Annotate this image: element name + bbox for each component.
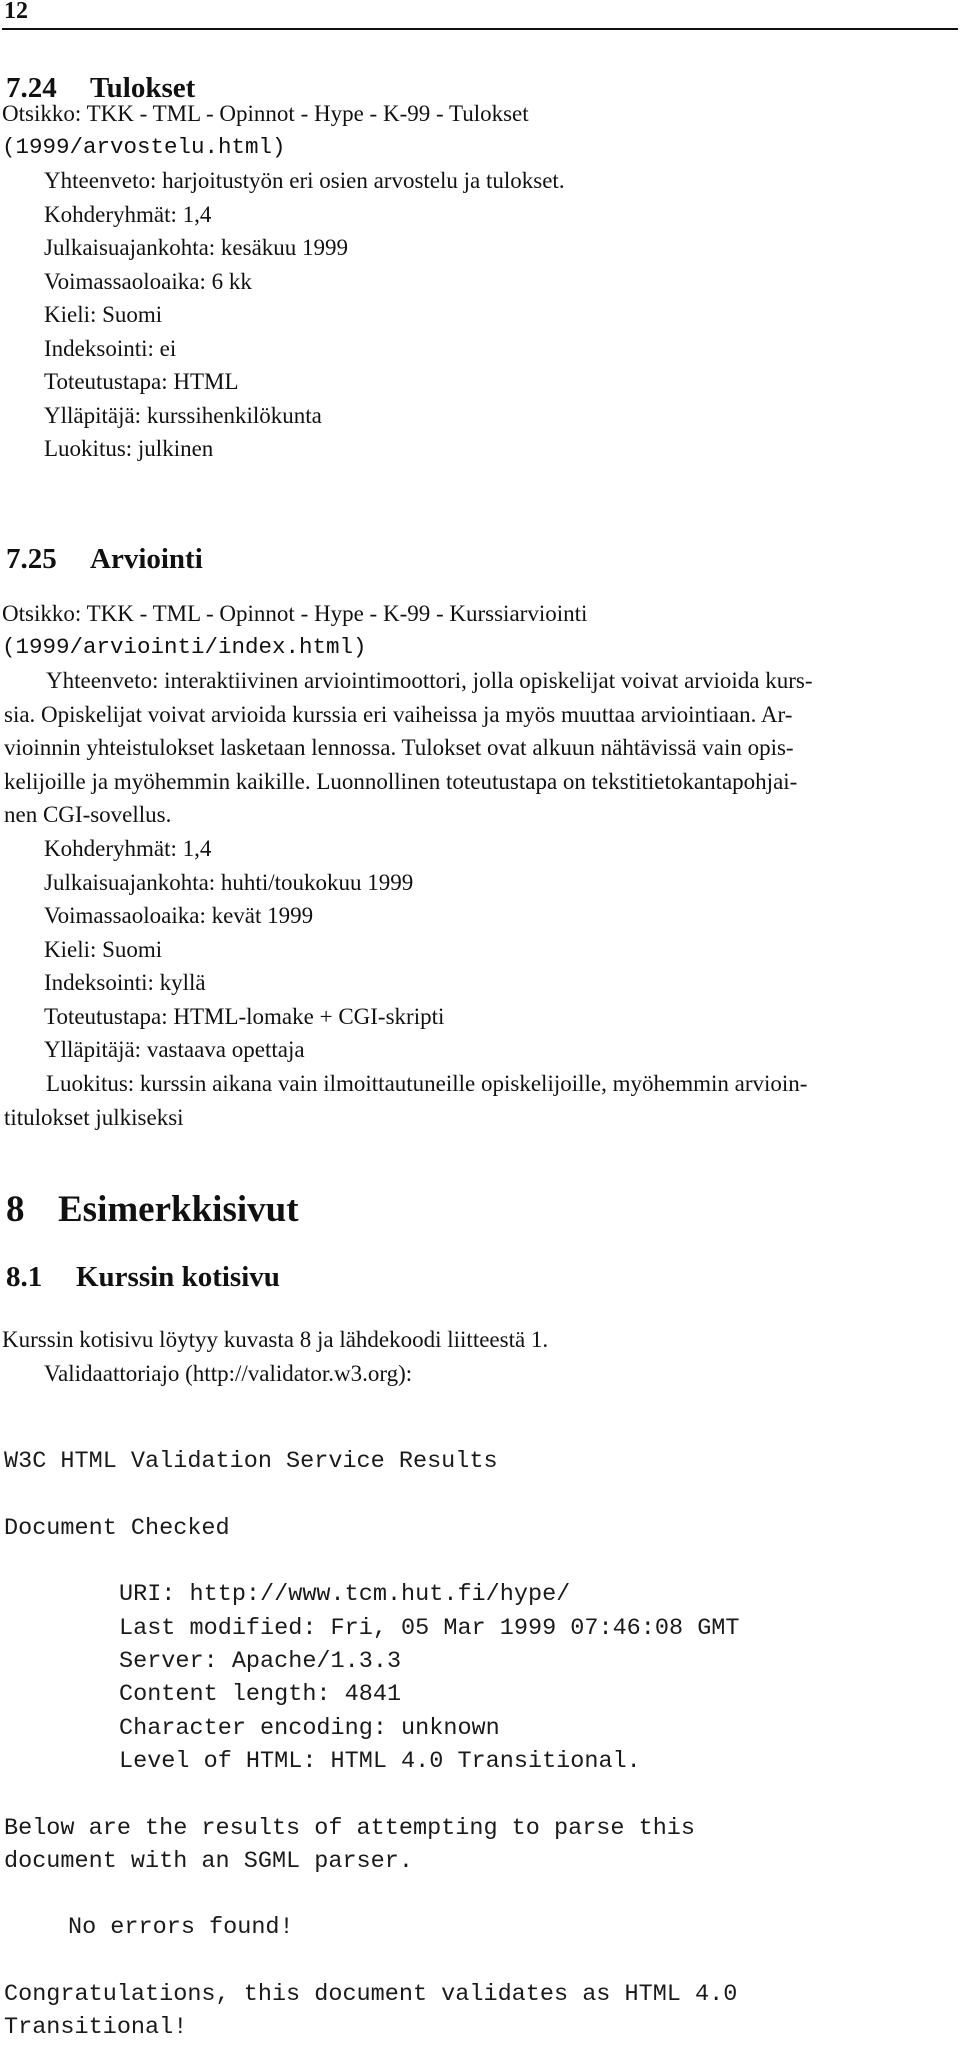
validator-detail: URI: http://www.tcm.hut.fi/hype/ (119, 1581, 571, 1609)
metadata-line: Kieli: Suomi (44, 302, 163, 327)
section-number: 8.1 (6, 1261, 43, 1293)
chapter-title: Esimerkkisivut (58, 1189, 299, 1230)
section-7-25-fields (2, 832, 960, 1067)
validator-detail: Level of HTML: HTML 4.0 Transitional. (119, 1747, 641, 1775)
body-line: Kurssin kotisivu löytyy kuvasta 8 ja lähdekoodi liitteestä 1. (2, 1327, 549, 1352)
validator-no-errors: No errors found! (68, 1914, 294, 1942)
section-8-1-body (2, 1323, 960, 1390)
summary-paragraph (4, 664, 956, 832)
metadata-line: Toteutustapa: HTML (44, 369, 239, 394)
validator-congrats-line: Transitional! (4, 2014, 188, 2042)
validator-detail: Server: Apache/1.3.3 (119, 1648, 402, 1676)
section-heading-7-25 (6, 541, 203, 577)
validator-checked-heading: Document Checked (4, 1514, 230, 1542)
metadata-line: Kieli: Suomi (44, 936, 163, 962)
validator-detail: Content length: 4841 (119, 1681, 402, 1709)
metadata-line: Julkaisuajankohta: kesäkuu 1999 (44, 235, 349, 260)
summary-line: sia. Opiskelijat voivat arvioida kurssia eri vaiheissa ja myös muuttaa arviointiaan. Ar- (4, 701, 793, 727)
section-title: Kurssin kotisivu (76, 1261, 280, 1293)
validator-below-line: Below are the results of attempting to parse this (4, 1814, 696, 1842)
validator-detail: Last modified: Fri, 05 Mar 1999 07:46:08 GMT (119, 1614, 740, 1642)
metadata-line: Ylläpitäjä: kurssihenkilökunta (44, 402, 322, 428)
metadata-line: Kohderyhmät: 1,4 (44, 201, 212, 227)
summary-line: kelijoille ja myöhemmin kaikille. Luonnollinen toteutustapa on tekstitietokantapohjai- (4, 768, 798, 794)
validator-congrats-line: Congratulations, this document validates as HTML 4.0 (4, 1981, 738, 2009)
validator-output (4, 1412, 740, 2045)
metadata-line: Voimassaoloaika: kevät 1999 (44, 903, 314, 928)
otsikko-line: Otsikko: TKK - TML - Opinnot - Hype - K-99 - Tulokset (2, 101, 529, 126)
validator-detail: Character encoding: unknown (119, 1714, 500, 1742)
metadata-line: Julkaisuajankohta: huhti/toukokuu 1999 (44, 869, 414, 895)
otsikko-line: Otsikko: TKK - TML - Opinnot - Hype - K-99 - Kurssiarviointi (2, 601, 588, 626)
page-number: 12 (4, 0, 28, 24)
section-title: Arviointi (90, 543, 203, 575)
metadata-line: Kohderyhmät: 1,4 (44, 836, 212, 861)
section-number: 7.25 (6, 543, 57, 575)
chapter-number: 8 (6, 1189, 25, 1230)
validator-below-line: document with an SGML parser. (4, 1847, 413, 1875)
summary-line: Yhteenveto: interaktiivinen arviointimoottori, jolla opiskelijat voivat arvioida kurs- (46, 668, 813, 693)
section-7-24-body (2, 97, 960, 466)
file-path: (1999/arviointi/index.html) (2, 633, 367, 660)
metadata-line: Yhteenveto: harjoitustyön eri osien arvostelu ja tulokset. (44, 168, 565, 193)
metadata-line: Luokitus: julkinen (44, 436, 214, 461)
section-7-25-body (2, 597, 960, 664)
summary-line: nen CGI-sovellus. (4, 802, 172, 827)
body-line: Validaattoriajo (http://validator.w3.org): (44, 1360, 413, 1386)
metadata-line: Toteutustapa: HTML-lomake + CGI-skripti (44, 1003, 445, 1029)
file-path: (1999/arvostelu.html) (2, 133, 286, 160)
luokitus-line: titulokset julkiseksi (4, 1104, 184, 1130)
chapter-heading-8 (6, 1188, 299, 1232)
section-title: Tulokset (90, 72, 196, 104)
luokitus-line: Luokitus: kurssin aikana vain ilmoittautuneille opiskelijoille, myöhemmin arvioin- (46, 1071, 808, 1096)
metadata-line: Indeksointi: ei (44, 335, 177, 361)
summary-line: vioinnin yhteistulokset lasketaan lennossa. Tulokset ovat alkuun nähtävissä vain opis- (4, 735, 794, 760)
metadata-line: Ylläpitäjä: vastaava opettaja (44, 1037, 305, 1062)
page-header (2, 0, 958, 30)
luokitus-paragraph (4, 1067, 956, 1134)
section-number: 7.24 (6, 72, 57, 104)
validator-title: W3C HTML Validation Service Results (4, 1448, 498, 1476)
metadata-line: Voimassaoloaika: 6 kk (44, 268, 252, 294)
section-heading-8-1 (6, 1259, 280, 1295)
metadata-line: Indeksointi: kyllä (44, 970, 206, 995)
